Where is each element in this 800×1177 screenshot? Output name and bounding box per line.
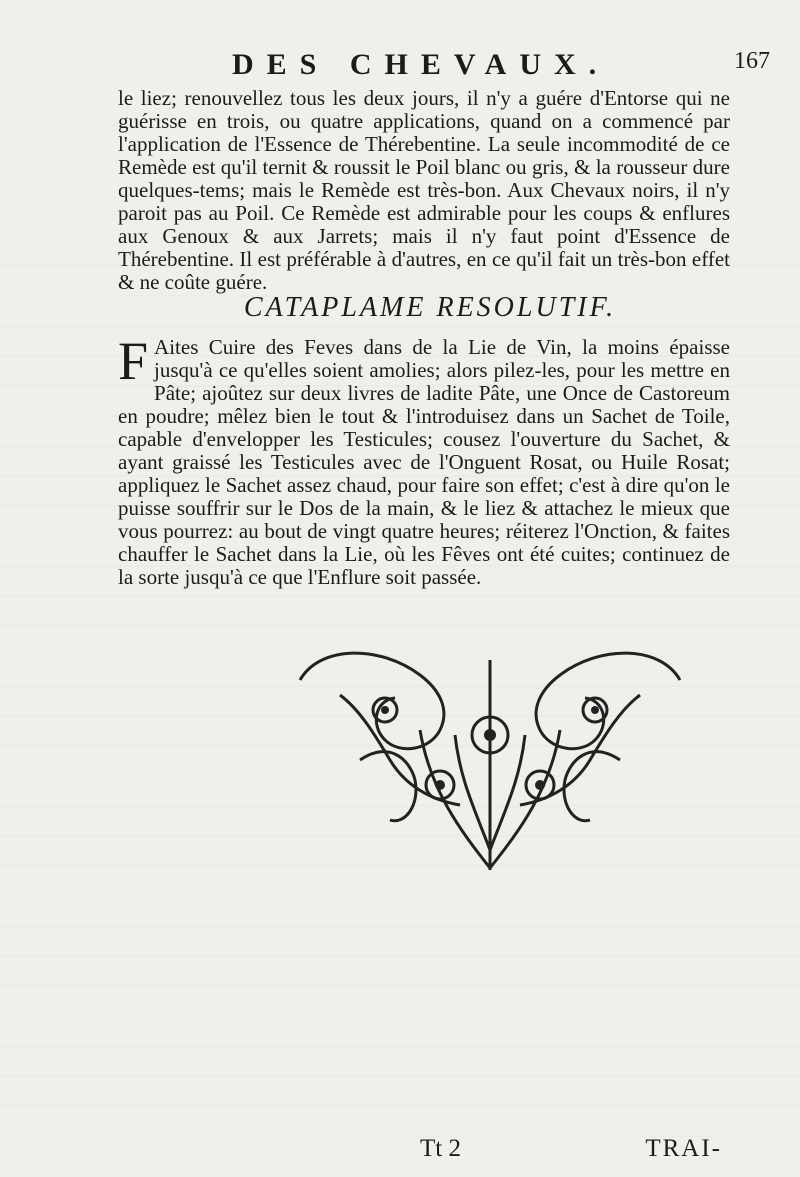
drop-cap: F bbox=[118, 331, 149, 391]
intro-paragraph: le liez; renouvellez tous les deux jours, il n'y a guére d'Entorse qui ne guérisse en trois, ou quatre applications, quand on a commencé par l'application de l'Essence de Thérebentine. La seule incommodité de ce Remède est qu'il ternit & roussit le Poil blanc ou gris, & la rousseur dure quelques-tems; mais le Remède est très-bon. Aux Chevaux noirs, il n'y paroit pas au Poil. Ce Remède est admirable pour les coups & enflures aux Genoux & aux Jarrets; mais il n'y faut point d'Essence de Thérebentine. Il est préférable à d'autres, en ce qu'il fait un très-bon effet & ne coûte guére. bbox=[118, 86, 730, 294]
section-title: CATAPLAME RESOLUTIF. bbox=[243, 292, 617, 323]
signature-mark: Tt 2 bbox=[420, 1135, 461, 1162]
running-head: DES CHEVAUX. bbox=[232, 48, 610, 81]
recipe-paragraph bbox=[118, 331, 730, 589]
page-header bbox=[180, 38, 780, 81]
page-number: 167 bbox=[734, 48, 770, 74]
recipe-body: Aites Cuire des Feves dans de la Lie de Vin, la moins épaisse jusqu'à ce qu'elles soient amolies; alors pilez-les, pour les mettre en Pâte; ajoûtez sur deux livres de ladite Pâte, une Once de Castoreum en poudre; mêlez bien le tout & l'introduisez dans un Sachet de Toile, capable d'envelopper les Testicules; cousez l'ouverture du Sachet, & ayant graissé les Testicules avec de l'Onguent Rosat, ou Huile Rosat; appliquez le Sachet assez chaud, pour faire son effet; c'est à dire qu'on le puisse souffrir sur le Dos de la main, & le liez & attachez le mieux que vous pourrez: au bout de vingt quatre heures; réiterez l'Onction, & faites chauffer le Sachet dans la Lie, où les Fêves ont été cuites; continuez de la sorte jusqu'à ce que l'Enflure soit passée. bbox=[118, 335, 730, 589]
floral-ornament-icon bbox=[280, 640, 700, 890]
catchword: TRAI- bbox=[645, 1135, 722, 1162]
